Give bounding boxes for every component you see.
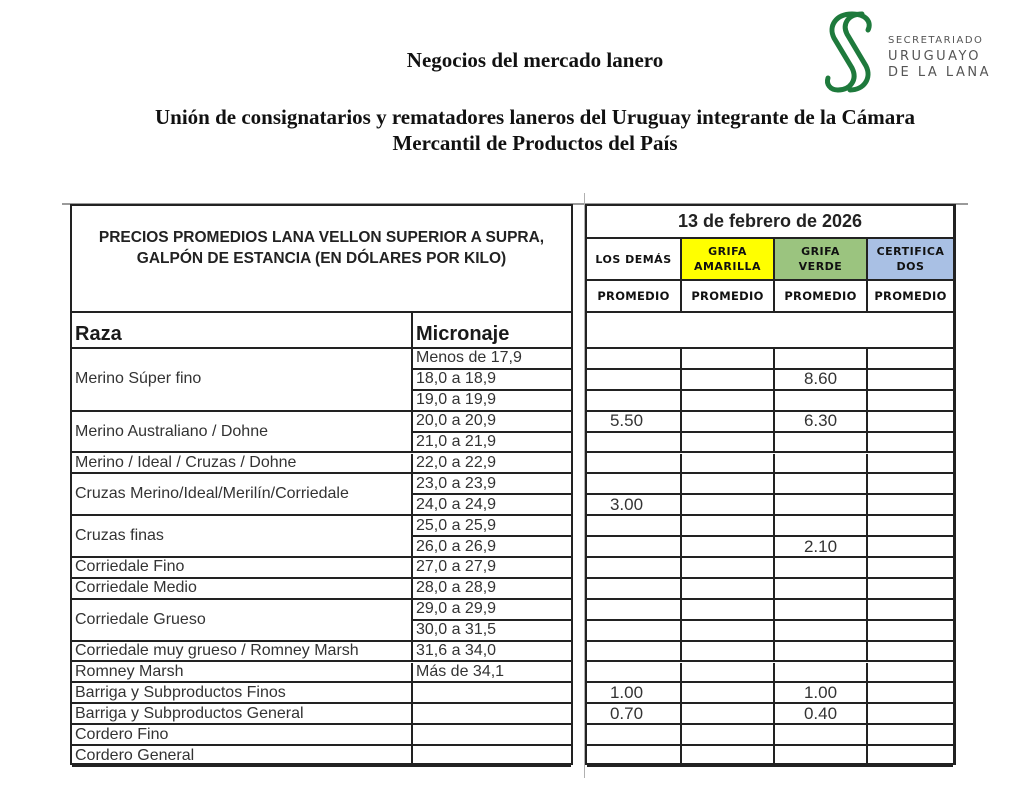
micronaje-cell: 28,0 a 28,9: [411, 579, 571, 600]
column-header-3: [773, 239, 866, 281]
micronaje-cell: 30,0 a 31,5: [411, 621, 571, 642]
price-cell: [773, 704, 866, 725]
price-cell: [866, 454, 953, 475]
price-cell: [773, 558, 866, 579]
price-cell: [866, 516, 953, 537]
price-cell: [680, 704, 773, 725]
price-cell: [866, 621, 953, 642]
price-cell: [773, 495, 866, 516]
raza-cell: Corriedale Grueso: [72, 600, 411, 642]
price-cell: [866, 391, 953, 412]
price-cell: [680, 454, 773, 475]
price-cell: [773, 454, 866, 475]
column-header-micronaje: Micronaje: [411, 313, 571, 349]
column-header-line-2: VERDE: [798, 260, 843, 273]
price-cell: [866, 370, 953, 391]
price-value: 0.70: [609, 703, 644, 723]
breeds-table: [70, 204, 573, 765]
price-cell: [773, 600, 866, 621]
document-subtitle: [60, 104, 1010, 156]
price-cell: [680, 537, 773, 558]
micronaje-cell: 19,0 a 19,9: [411, 391, 571, 412]
price-cell: [680, 474, 773, 495]
column-header-line-2: DOS: [896, 260, 925, 273]
raza-cell: Merino Súper fino: [72, 349, 411, 412]
price-cell: [587, 412, 680, 433]
date-header: 13 de febrero de 2026: [587, 206, 953, 239]
promedio-header: PROMEDIO: [773, 281, 866, 313]
document-title: Negocios del mercado lanero: [406, 48, 664, 72]
breeds-table-header: [72, 206, 571, 313]
column-header-2: [680, 239, 773, 281]
price-cell: [866, 349, 953, 370]
micronaje-cell: 25,0 a 25,9: [411, 516, 571, 537]
price-cell: [866, 683, 953, 704]
price-cell: [587, 663, 680, 684]
raza-cell: Cruzas Merino/Ideal/Merilín/Corriedale: [72, 474, 411, 516]
price-cell: [773, 725, 866, 746]
price-cell: [587, 558, 680, 579]
raza-cell: Corriedale muy grueso / Romney Marsh: [72, 642, 411, 663]
price-cell: [866, 704, 953, 725]
raza-cell: Barriga y Subproductos Finos: [72, 683, 411, 704]
price-value: 2.10: [803, 536, 838, 556]
column-header-raza: Raza: [72, 313, 411, 349]
price-cell: [773, 474, 866, 495]
price-cell: [587, 579, 680, 600]
price-cell: [587, 746, 680, 767]
price-cell: [866, 537, 953, 558]
micronaje-cell: [411, 683, 571, 704]
micronaje-cell: 21,0 a 21,9: [411, 433, 571, 454]
price-cell: [587, 537, 680, 558]
price-cell: [866, 474, 953, 495]
raza-cell: Cordero Fino: [72, 725, 411, 746]
price-cell: [587, 474, 680, 495]
column-header-1: [587, 239, 680, 281]
price-cell: [680, 516, 773, 537]
logo-line-2: URUGUAYO: [888, 49, 981, 64]
price-cell: [587, 495, 680, 516]
price-cell: [680, 391, 773, 412]
micronaje-cell: [411, 725, 571, 746]
price-cell: [773, 683, 866, 704]
price-cell: [680, 412, 773, 433]
price-cell: [773, 621, 866, 642]
column-header-line-1: LOS DEMÁS: [595, 252, 672, 266]
micronaje-cell: 20,0 a 20,9: [411, 412, 571, 433]
price-value: 8.60: [803, 369, 838, 389]
price-cell: [587, 433, 680, 454]
price-cell: [773, 349, 866, 370]
header-line-2: GALPÓN DE ESTANCIA (EN DÓLARES POR KILO): [136, 249, 507, 267]
micronaje-cell: 29,0 a 29,9: [411, 600, 571, 621]
promedio-header: PROMEDIO: [680, 281, 773, 313]
micronaje-cell: Menos de 17,9: [411, 349, 571, 370]
column-header-line-2: AMARILLA: [693, 260, 762, 273]
micronaje-cell: 31,6 a 34,0: [411, 642, 571, 663]
price-cell: [866, 642, 953, 663]
price-cell: [587, 725, 680, 746]
price-cell: [866, 600, 953, 621]
price-cell: [680, 558, 773, 579]
logo-line-3: DE LA LANA: [888, 65, 991, 80]
price-value: 3.00: [609, 494, 644, 514]
column-header-4: [866, 239, 953, 281]
column-header-line-1: GRIFA: [801, 245, 840, 258]
price-value: 5.50: [609, 411, 644, 431]
price-cell: [587, 349, 680, 370]
price-cell: [773, 663, 866, 684]
raza-cell: Merino / Ideal / Cruzas / Dohne: [72, 454, 411, 475]
price-cell: [680, 370, 773, 391]
price-cell: [866, 579, 953, 600]
price-cell: [587, 642, 680, 663]
price-cell: [773, 433, 866, 454]
price-cell: [587, 516, 680, 537]
price-cell: [680, 349, 773, 370]
price-cell: [680, 579, 773, 600]
raza-cell: Corriedale Fino: [72, 558, 411, 579]
blank-row: [587, 313, 953, 349]
price-cell: [680, 725, 773, 746]
prices-table: [585, 204, 956, 765]
price-cell: [680, 642, 773, 663]
price-cell: [587, 683, 680, 704]
column-header-line-1: GRIFA: [708, 245, 747, 258]
price-cell: [587, 621, 680, 642]
micronaje-cell: 24,0 a 24,9: [411, 495, 571, 516]
price-cell: [680, 621, 773, 642]
subtitle-line-2: Mercantil de Productos del País: [392, 131, 678, 155]
price-cell: [866, 495, 953, 516]
micronaje-cell: 27,0 a 27,9: [411, 558, 571, 579]
price-cell: [587, 454, 680, 475]
price-cell: [773, 391, 866, 412]
price-cell: [773, 579, 866, 600]
price-cell: [773, 746, 866, 767]
price-cell: [773, 412, 866, 433]
price-cell: [680, 663, 773, 684]
price-cell: [866, 663, 953, 684]
micronaje-cell: Más de 34,1: [411, 663, 571, 684]
micronaje-cell: 26,0 a 26,9: [411, 537, 571, 558]
micronaje-cell: 22,0 a 22,9: [411, 454, 571, 475]
logo-line-1: SECRETARIADO: [888, 35, 984, 46]
secretariado-logo: [822, 8, 1022, 98]
price-value: 6.30: [803, 411, 838, 431]
price-cell: [866, 558, 953, 579]
raza-cell: Romney Marsh: [72, 663, 411, 684]
price-cell: [773, 537, 866, 558]
price-cell: [680, 433, 773, 454]
price-cell: [680, 746, 773, 767]
micronaje-cell: 23,0 a 23,9: [411, 474, 571, 495]
raza-cell: Cruzas finas: [72, 516, 411, 558]
price-cell: [866, 746, 953, 767]
price-cell: [587, 704, 680, 725]
promedio-header: PROMEDIO: [866, 281, 953, 313]
price-value: 1.00: [803, 682, 838, 702]
price-cell: [866, 433, 953, 454]
promedio-header: PROMEDIO: [587, 281, 680, 313]
price-cell: [866, 412, 953, 433]
price-value: 1.00: [609, 682, 644, 702]
micronaje-cell: [411, 746, 571, 767]
subtitle-line-1: Unión de consignatarios y rematadores laneros del Uruguay integrante de la Cámara: [154, 105, 916, 129]
price-cell: [587, 370, 680, 391]
price-cell: [587, 391, 680, 412]
raza-cell: Cordero General: [72, 746, 411, 767]
price-value: 0.40: [803, 703, 838, 723]
header-line-1: PRECIOS PROMEDIOS LANA VELLON SUPERIOR A SUPRA,: [98, 228, 545, 246]
micronaje-cell: [411, 704, 571, 725]
raza-cell: Merino Australiano / Dohne: [72, 412, 411, 454]
ss-logo-icon: [822, 8, 882, 96]
price-cell: [587, 600, 680, 621]
price-cell: [773, 516, 866, 537]
price-cell: [680, 600, 773, 621]
price-cell: [680, 495, 773, 516]
price-cell: [866, 725, 953, 746]
micronaje-cell: 18,0 a 18,9: [411, 370, 571, 391]
price-cell: [773, 370, 866, 391]
raza-cell: Barriga y Subproductos General: [72, 704, 411, 725]
price-cell: [773, 642, 866, 663]
raza-cell: Corriedale Medio: [72, 579, 411, 600]
column-header-line-1: CERTIFICA: [876, 245, 945, 258]
price-cell: [680, 683, 773, 704]
